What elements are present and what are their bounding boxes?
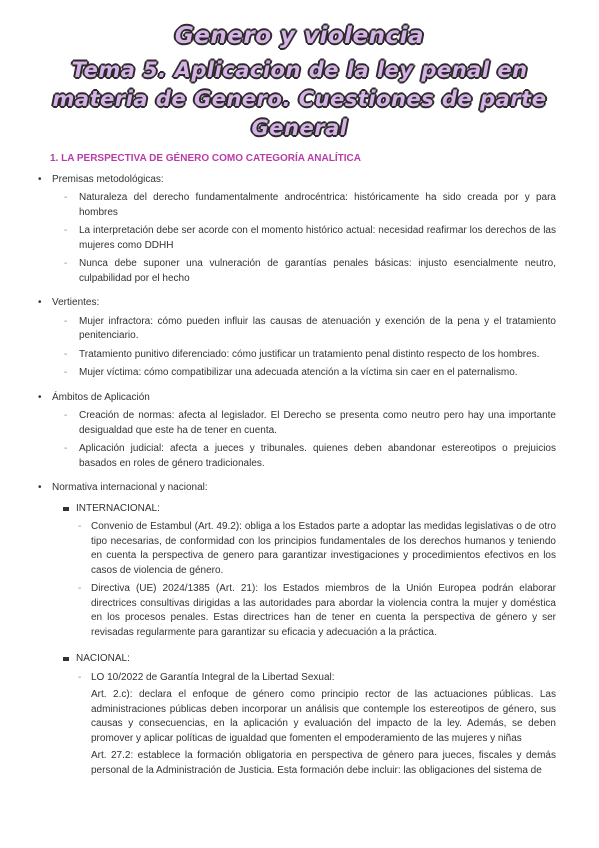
dash-icon: - <box>64 225 68 236</box>
dash-icon: - <box>64 258 68 269</box>
bullet-item <box>36 391 556 406</box>
sub-item <box>36 191 556 220</box>
sub-item <box>36 671 556 686</box>
premisas-group <box>36 173 556 287</box>
bullet-item <box>36 173 556 188</box>
sub-item-text: Creación de normas: afecta al legislador. El Derecho se presenta como neutro pero hay una importante desigualdad que este ha de tener en cuenta. <box>79 410 556 436</box>
square-bullet-icon <box>63 657 69 661</box>
nacional-heading <box>36 652 556 667</box>
page-subtitle: Tema 5. Aplicacion de la ley penal en materia de Genero. Cuestiones de parte General <box>52 58 547 140</box>
nacional-label: NACIONAL: <box>76 653 130 664</box>
bullet-label: Ámbitos de Aplicación <box>52 391 150 403</box>
dash-icon: - <box>64 315 68 327</box>
bullet-dot-icon: • <box>38 482 42 493</box>
dash-icon: - <box>78 521 82 532</box>
dash-icon: - <box>64 443 68 454</box>
dash-icon: - <box>64 410 68 421</box>
sub-item <box>36 366 556 381</box>
bullet-item <box>36 481 556 496</box>
dash-icon: - <box>64 367 68 378</box>
sub-item <box>36 257 556 286</box>
sub-item-text: Aplicación judicial: afecta a jueces y tribunales. quienes deben abandonar estereotipos o prejuicios basados en roles de género tradicionales. <box>79 443 556 469</box>
sub-item-text: Directiva (UE) 2024/1385 (Art. 21): los Estados miembros de la Unión Europea podrán elaborar directrices consultivas dirigidas a las autoridades para abordar la violencia contra la mujer y doméstica en los procesos penales. Estas directrices han de tener en cuenta la perspectiva de género y ser revisadas regularmente para garantizar su eficacia y adecuación a la práctica. <box>91 583 556 638</box>
article-paragraph: Art. 27.2: establece la formación obligatoria en perspectiva de género para jueces, fiscales y demás personal de la Administración de Justicia. Esta formación debe incluir: las obligaciones del sistema de <box>91 750 556 776</box>
sub-item-text: Nunca debe suponer una vulneración de garantías penales básicas: injusto esencialmente neutro, culpabilidad por el hecho <box>79 258 556 284</box>
sub-item-text: Tratamiento punitivo diferenciado: cómo justificar un tratamiento penal distinto respecto de los hombres. <box>79 348 540 360</box>
dash-icon: - <box>78 671 82 683</box>
normativa-group <box>36 481 556 778</box>
sub-item <box>36 315 556 344</box>
ambitos-group <box>36 391 556 472</box>
bullet-label: Vertientes: <box>52 297 100 308</box>
sub-item-text: La interpretación debe ser acorde con el momento histórico actual: necesidad reafirmar los derechos de las mujeres como DDHH <box>79 225 556 251</box>
sub-item <box>36 582 556 640</box>
sub-item <box>36 224 556 253</box>
bullet-dot-icon: • <box>38 173 42 185</box>
sub-item-text: Convenio de Estambul (Art. 49.2): obliga a los Estados parte a adoptar las medidas legislativas o de otro tipo necesarias, de conformidad con los principios fundamentales de los derechos humanos y teniendo en cuenta la perspectiva de genero para garantizar investigaciones y procedimientos efectivos en los casos de violencia de género. <box>91 521 556 576</box>
dash-icon: - <box>64 348 68 360</box>
sub-item-text: Naturaleza del derecho fundamentalmente androcéntrica: históricamente ha sido creada por y para hombres <box>79 192 556 218</box>
page-title: Genero y violencia <box>174 23 425 49</box>
section-title: LA PERSPECTIVA DE GÉNERO COMO CATEGORÍA ANALÍTICA <box>61 153 361 164</box>
sub-item <box>36 348 556 363</box>
bullet-dot-icon: • <box>38 297 42 308</box>
sub-item <box>36 520 556 578</box>
section-heading <box>50 152 556 167</box>
internacional-label: INTERNACIONAL: <box>76 502 160 514</box>
document-body <box>36 150 556 788</box>
dash-icon: - <box>78 583 82 594</box>
section-number: 1. <box>50 153 59 164</box>
sub-item <box>36 409 556 438</box>
vertientes-group <box>36 296 556 381</box>
dash-icon: - <box>64 192 68 203</box>
bullet-dot-icon: • <box>38 391 42 403</box>
sub-item-text: Mujer víctima: cómo compatibilizar una adecuada atención a la víctima sin caer en el paternalismo. <box>79 367 518 378</box>
title-block <box>0 20 599 143</box>
sub-item <box>36 442 556 471</box>
bullet-item <box>36 296 556 311</box>
sub-item-text: Mujer infractora: cómo pueden influir las causas de atenuación y exención de la pena y el tratamiento penitenciario. <box>79 315 556 341</box>
square-bullet-icon <box>63 507 69 511</box>
article-paragraph: Art. 2.c): declara el enfoque de género como principio rector de las actuaciones públicas. Las administraciones públicas deben incorporar un análisis que contemple los estereotipos de género, sus causas y consecuencias, en la aplicación y evaluación del impacto de la ley. Además, se deben promover y aplicar políticas de igualdad que fomenten el empoderamiento de las mujeres y niñas <box>91 689 556 744</box>
bullet-label: Normativa internacional y nacional: <box>52 482 208 493</box>
law-title: LO 10/2022 de Garantía Integral de la Libertad Sexual: <box>91 671 335 683</box>
bullet-label: Premisas metodológicas: <box>52 173 164 185</box>
internacional-heading <box>36 502 556 517</box>
